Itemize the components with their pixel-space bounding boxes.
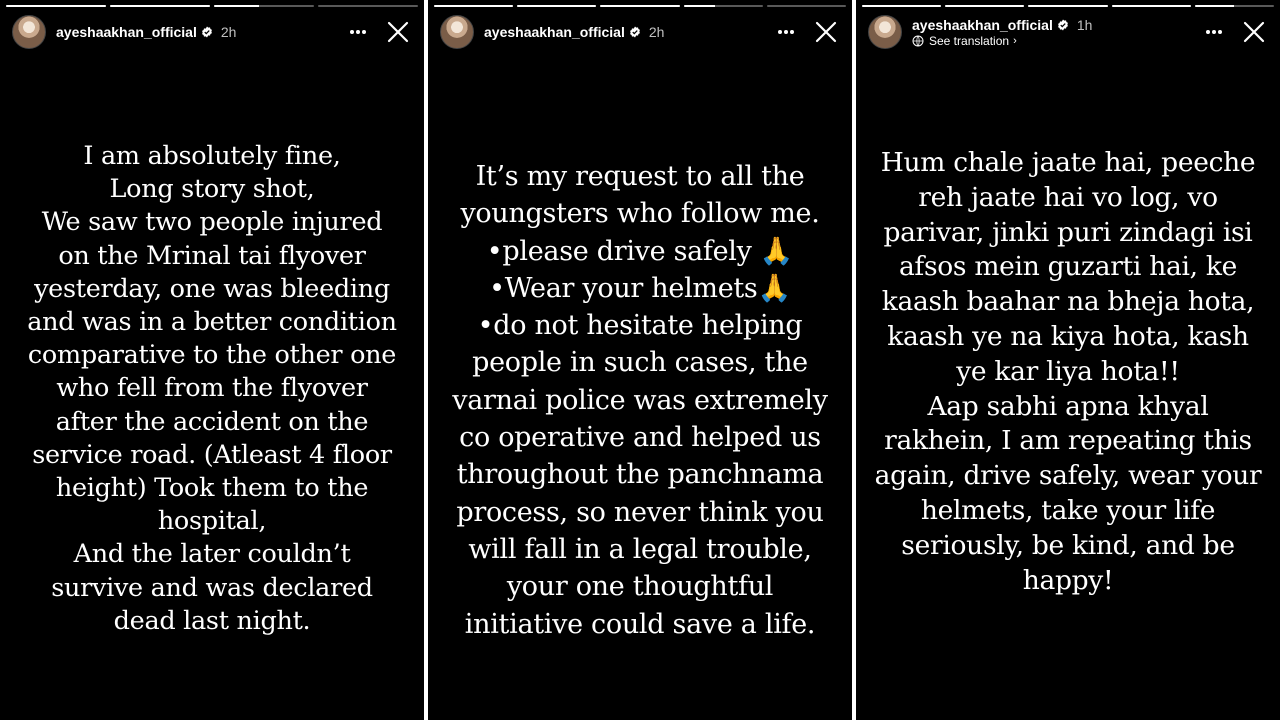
story-text-line: •please drive safely 🙏 — [486, 235, 794, 267]
progress-segment — [214, 5, 314, 7]
user-block — [56, 24, 236, 40]
progress-segment-fill — [6, 5, 106, 7]
story-text-line: on the Mrinal tai flyover — [58, 240, 366, 271]
profile-avatar[interactable] — [440, 15, 474, 49]
story-text-line: seriously, be kind, and be — [901, 529, 1235, 561]
more-options-button[interactable] — [1202, 22, 1226, 42]
username[interactable]: ayeshaakhan_official — [484, 24, 625, 40]
close-icon[interactable] — [1242, 20, 1266, 44]
story-text-line: Long story shot, — [109, 174, 315, 205]
user-block — [912, 17, 1092, 48]
post-time: 2h — [220, 24, 237, 40]
story-text-line: and was in a better condition — [27, 307, 397, 338]
story-panel-1 — [0, 0, 424, 720]
story-text — [10, 140, 414, 638]
more-options-icon — [1205, 29, 1223, 35]
more-options-button[interactable] — [346, 22, 370, 42]
story-text-line: afsos mein guzarti hai, ke — [898, 251, 1238, 283]
story-text-line: after the accident on the — [55, 406, 369, 437]
progress-segment — [517, 5, 596, 7]
close-icon[interactable] — [386, 20, 410, 44]
story-text-line: your one thoughtful — [506, 571, 774, 603]
story-text-line: And the later couldn’t — [73, 539, 351, 570]
story-header — [868, 14, 1270, 50]
story-text-line: varnai police was extremely — [452, 384, 828, 416]
globe-icon — [912, 35, 924, 47]
progress-segment — [1195, 5, 1274, 7]
close-icon[interactable] — [814, 20, 838, 44]
progress-segment-fill — [862, 5, 941, 7]
story-text-line: hospital, — [157, 506, 267, 537]
see-translation-link[interactable] — [912, 34, 1092, 48]
story-text-line: process, so never think you — [456, 496, 824, 528]
post-time: 1h — [1076, 16, 1093, 33]
progress-segment — [1112, 5, 1191, 7]
story-text-line: ye kar liya hota!! — [956, 355, 1180, 387]
chevron-right-icon: › — [1013, 34, 1017, 47]
story-text-line: parivar, jinki puri zindagi isi — [883, 216, 1253, 248]
progress-segment-fill — [945, 5, 1024, 7]
progress-segment-fill — [1195, 5, 1235, 7]
progress-segment — [110, 5, 210, 7]
story-text-line: It’s my request to all the — [475, 161, 805, 192]
story-text-line: throughout the panchnama — [456, 459, 824, 491]
more-options-icon — [777, 29, 795, 35]
story-text-line: co operative and helped us — [459, 422, 821, 454]
progress-segment — [600, 5, 679, 7]
progress-segment-fill — [517, 5, 596, 7]
story-panel-2 — [428, 0, 852, 720]
progress-segment-fill — [1112, 5, 1191, 7]
story-progress-bar — [434, 5, 846, 7]
story-progress-bar — [6, 5, 418, 7]
story-text-line: initiative could save a life. — [464, 608, 816, 640]
story-text-line: height) Took them to the — [55, 473, 369, 504]
story-text-line: I am absolutely fine, — [83, 141, 341, 171]
story-text — [438, 158, 842, 643]
progress-segment — [434, 5, 513, 7]
story-text-line: kaash baahar na bheja hota, — [881, 286, 1255, 318]
progress-segment-fill — [600, 5, 679, 7]
story-text-line: service road. (Atleast 4 floor — [32, 439, 392, 470]
progress-segment — [862, 5, 941, 7]
verified-badge-icon — [629, 26, 641, 38]
post-time: 2h — [648, 24, 665, 40]
story-text-line: people in such cases, the — [472, 347, 808, 379]
profile-avatar[interactable] — [12, 15, 46, 49]
story-text-line: dead last night. — [113, 605, 311, 636]
story-text-line: Hum chale jaate hai, peeche — [880, 147, 1256, 178]
progress-segment-fill — [214, 5, 259, 7]
story-header — [440, 14, 842, 50]
story-text-line: rakhein, I am repeating this — [884, 425, 1252, 457]
story-text-line: comparative to the other one — [27, 340, 397, 371]
story-text-line: Aap sabhi apna khyal — [927, 390, 1209, 422]
story-text — [866, 146, 1270, 598]
story-text-line: helmets, take your life — [920, 494, 1216, 526]
progress-segment — [767, 5, 846, 7]
progress-segment — [1028, 5, 1107, 7]
story-text-line: We saw two people injured — [41, 207, 383, 238]
user-block — [484, 24, 664, 40]
story-text-line: who fell from the flyover — [56, 373, 368, 404]
progress-segment-fill — [434, 5, 513, 7]
story-text-line: •do not hesitate helping — [477, 310, 803, 342]
story-text-line: reh jaate hai vo log, vo — [918, 181, 1218, 213]
story-panel-3 — [856, 0, 1280, 720]
story-text-line: will fall in a legal trouble, — [468, 533, 812, 565]
progress-segment-fill — [684, 5, 716, 7]
more-options-icon — [349, 29, 367, 35]
story-text-line: survive and was declared — [51, 572, 373, 603]
story-text-line: •Wear your helmets🙏 — [489, 272, 791, 304]
username[interactable]: ayeshaakhan_official — [56, 24, 197, 40]
progress-segment — [6, 5, 106, 7]
profile-avatar[interactable] — [868, 15, 902, 49]
story-header — [12, 14, 414, 50]
story-progress-bar — [862, 5, 1274, 7]
progress-segment-fill — [1028, 5, 1107, 7]
progress-segment-fill — [110, 5, 210, 7]
progress-segment — [684, 5, 763, 7]
story-text-line: kaash ye na kiya hota, kash — [887, 320, 1249, 352]
see-translation-label: See translation — [929, 33, 1010, 48]
story-text-line: youngsters who follow me. — [460, 198, 820, 230]
more-options-button[interactable] — [774, 22, 798, 42]
progress-segment — [318, 5, 418, 7]
story-text-line: again, drive safely, wear your — [874, 460, 1262, 492]
verified-badge-icon — [1057, 19, 1069, 31]
username[interactable]: ayeshaakhan_official — [912, 16, 1053, 33]
story-text-line: yesterday, one was bleeding — [34, 273, 390, 304]
verified-badge-icon — [201, 26, 213, 38]
story-text-line: happy! — [1022, 564, 1114, 596]
progress-segment — [945, 5, 1024, 7]
